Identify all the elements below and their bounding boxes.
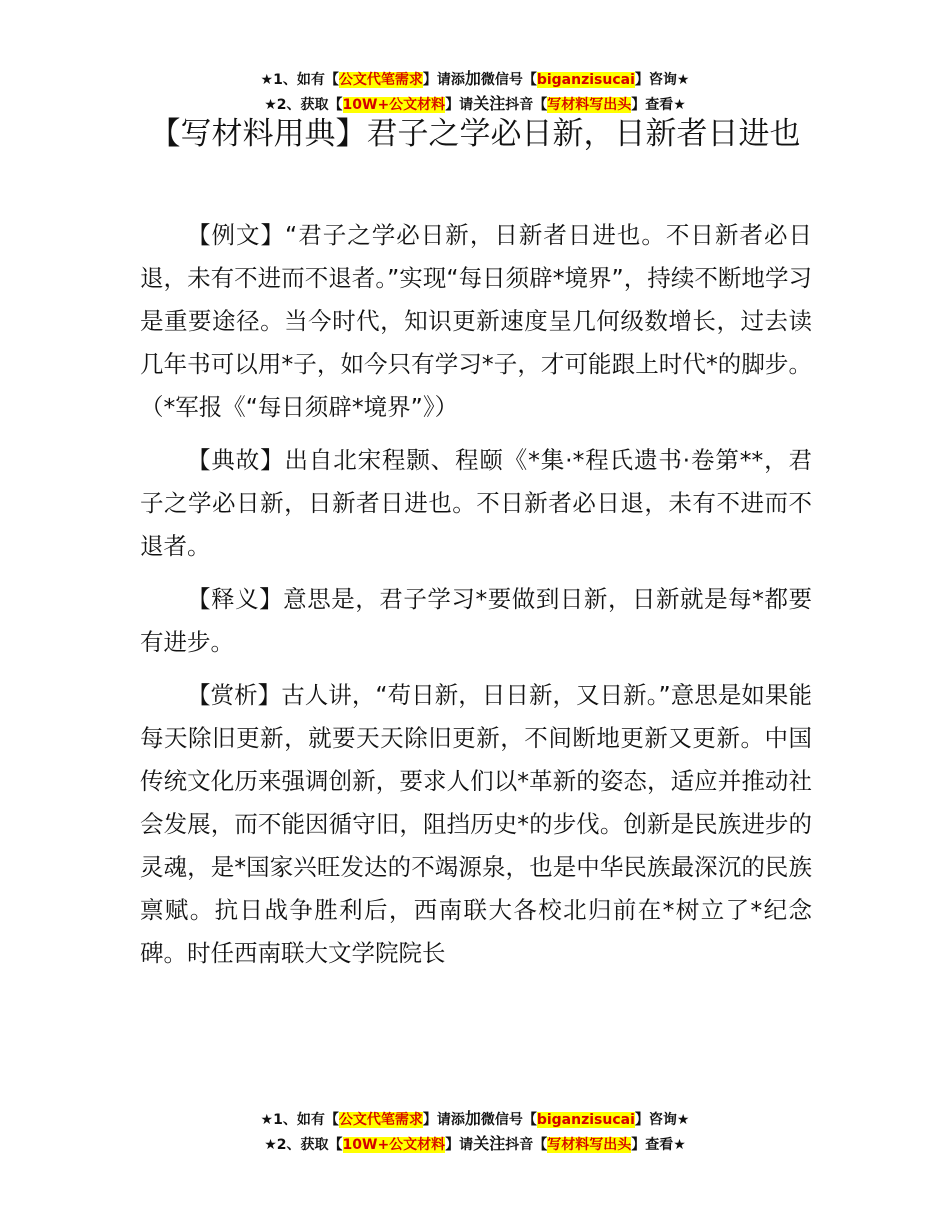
highlight-wechat-id: biganzisucai [536, 1112, 635, 1128]
highlight-wechat-id: biganzisucai [536, 72, 635, 88]
highlight-service: 公文代笔需求 [338, 72, 423, 88]
highlight-douyin-account: 写材料写出头 [547, 97, 632, 113]
banner-line-1: ★1、如有【公文代笔需求】请添加微信号【biganzisucai】咨询★ [260, 1109, 690, 1128]
document-title: 【写材料用典】君子之学必日新，日新者日进也 [149, 116, 801, 152]
paragraph-meaning: 【释义】意思是，君子学习*要做到日新，日新就是每*都要有进步。 [140, 585, 812, 656]
paragraph-example: 【例文】“君子之学必日新，日新者日进也。不日新者必日退，未有不进而不退者。”实现“每日须辟*境界”，持续不断地学习是重要途径。当今时代，知识更新速度呈几何级数增长，过去读几年书可以用*子，如今只有学习*子，才可能跟上时代*的脚步。（*军报《“每日须辟*境界”》） [140, 221, 812, 421]
document-body [140, 214, 812, 985]
footer-banner [0, 1107, 950, 1157]
highlight-service: 公文代笔需求 [338, 1112, 423, 1128]
banner-line-2: ★2、获取【10W+公文材料】请关注抖音【写材料写出头】查看★ [264, 94, 686, 113]
header-banner [0, 67, 950, 117]
banner-line-1: ★1、如有【公文代笔需求】请添加微信号【biganzisucai】咨询★ [260, 69, 690, 88]
paragraph-appreciation: 【赏析】古人讲，“苟日新，日日新，又日新。”意思是如果能每天除旧更新，就要天天除旧更新，不间断地更新又更新。中国传统文化历来强调创新，要求人们以*革新的姿态，适应并推动社会发展，而不能因循守旧，阻挡历史*的步伐。创新是民族进步的灵魂，是*国家兴旺发达的不竭源泉，也是中华民族最深沉的民族禀赋。抗日战争胜利后，西南联大各校北归前在*树立了*纪念碑。时任西南联大文学院院长 [140, 681, 812, 967]
banner-line-2: ★2、获取【10W+公文材料】请关注抖音【写材料写出头】查看★ [264, 1134, 686, 1153]
highlight-materials: 10W+公文材料 [342, 1137, 446, 1153]
highlight-materials: 10W+公文材料 [342, 97, 446, 113]
highlight-douyin-account: 写材料写出头 [547, 1137, 632, 1153]
paragraph-allusion: 【典故】出自北宋程颢、程颐《*集·*程氏遗书·卷第**，君子之学必日新，日新者日进也。不日新者必日退，未有不进而不退者。 [140, 446, 812, 560]
